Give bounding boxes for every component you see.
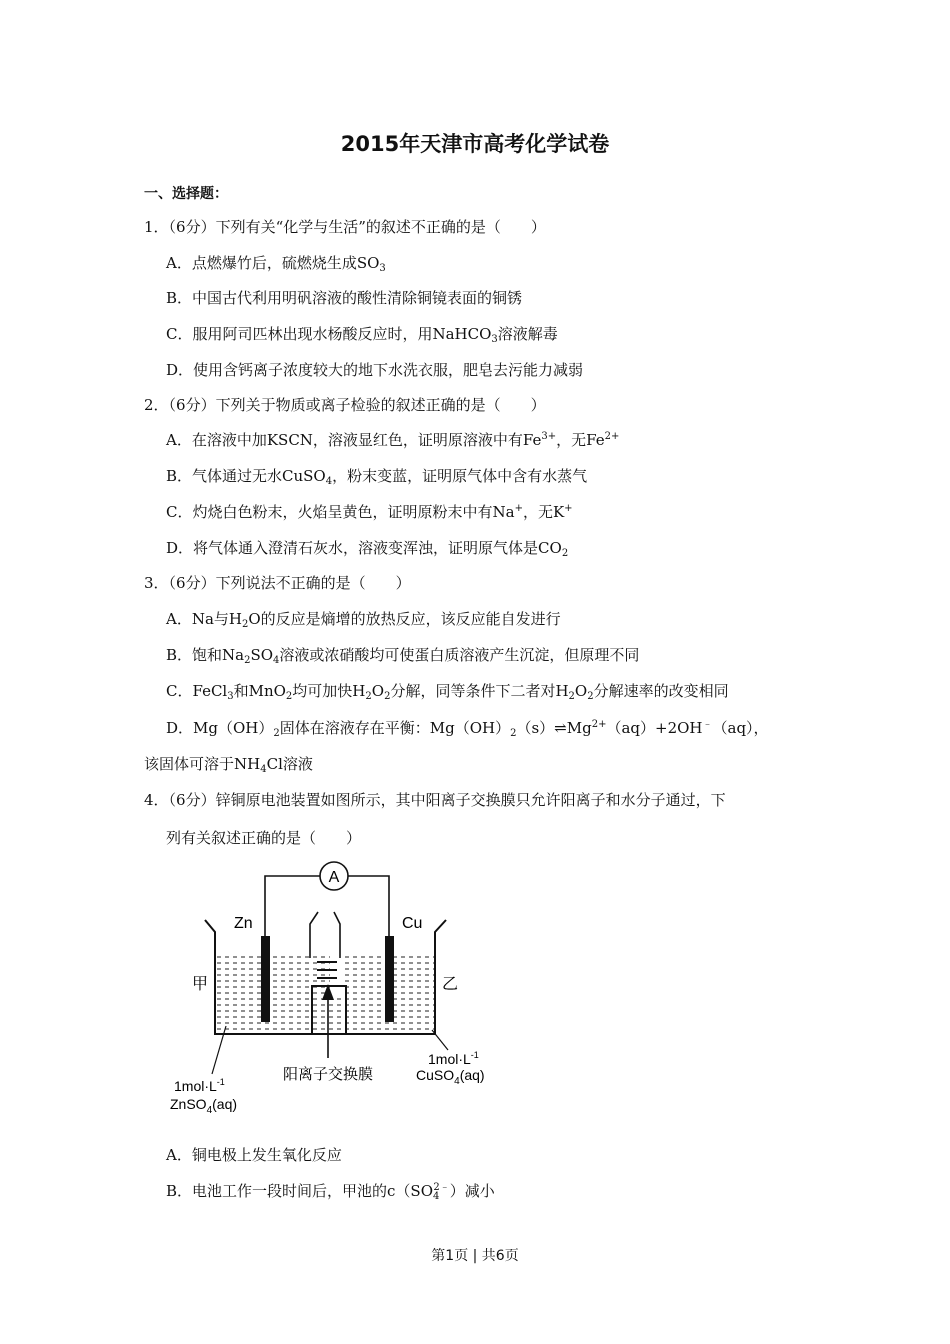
zn-label: Zn bbox=[234, 915, 253, 932]
q2-option-d: D．将气体通入澄清石灰水，溶液变浑浊，证明原气体是$CO_2$ bbox=[166, 539, 569, 559]
ammeter-label: A bbox=[328, 869, 340, 886]
q3-option-a: A．Na与$H_2O$的反应是熵增的放热反应，该反应能自发进行 bbox=[166, 610, 561, 630]
q1-option-c: C．服用阿司匹林出现水杨酸反应时，用NaHCO$_3$溶液解毒 bbox=[166, 325, 558, 345]
q1-option-b: B．中国古代利用明矾溶液的酸性清除铜镜表面的铜锈 bbox=[166, 289, 523, 307]
zinc-electrode bbox=[261, 936, 270, 1022]
q2-option-a: A．在溶液中加KSCN，溶液显红色，证明原溶液中有$Fe^{3+}$，无$Fe^{2+}$ bbox=[166, 431, 620, 449]
cu-label: Cu bbox=[402, 915, 423, 932]
q3-option-c: C．FeCl$_3$和MnO$_2$均可加快$H_2O_2$分解，同等条件下二者对$H_2O_2$分解速率的改变相同 bbox=[166, 682, 729, 702]
left-solution-label: ZnSO$_4$(aq) bbox=[170, 1096, 238, 1116]
copper-electrode bbox=[385, 936, 394, 1022]
q3-option-b: B．饱和$Na_2SO_4$溶液或浓硝酸均可使蛋白质溶液产生沉淀，但原理不同 bbox=[166, 646, 640, 666]
q3-option-d: D．$Mg(OH)_2$固体在溶液存在平衡：$Mg(OH)_2(s)\rightleftharpoons Mg^{2+}(aq)+2OH^﹣(aq)$， bbox=[166, 719, 769, 739]
q1-option-d: D．使用含钙离子浓度较大的地下水洗衣服，肥皂去污能力减弱 bbox=[166, 361, 584, 379]
q4-option-b: B．电池工作一段时间后，甲池的$c(SO_4^{2﹣})$减小 bbox=[166, 1182, 495, 1202]
q4-option-a: A．铜电极上发生氧化反应 bbox=[166, 1146, 342, 1164]
cell-jia-label: 甲 bbox=[192, 976, 209, 993]
membrane-label: 阳离子交换膜 bbox=[282, 1066, 374, 1083]
question-4-stem-continued: 列有关叙述正确的是（ ） bbox=[166, 829, 362, 847]
right-concentration: $1mol\cdot L^{-1}$ bbox=[428, 1050, 479, 1067]
right-solution-label: CuSO$_4$(aq) bbox=[416, 1067, 485, 1087]
q3-option-d-continued: 该固体可溶于$NH_4Cl$溶液 bbox=[144, 755, 313, 775]
q2-option-b: B．气体通过无水CuSO$_4$，粉末变蓝，证明原气体中含有水蒸气 bbox=[166, 467, 588, 487]
page-footer: 第1页 | 共6页 bbox=[431, 1248, 519, 1264]
q2-option-c: C．灼烧白色粉末，火焰呈黄色，证明原粉末中有Na+，无K+ bbox=[166, 503, 573, 521]
question-4-stem: 4．（6分）锌铜原电池装置如图所示，其中阳离子交换膜只允许阳离子和水分子通过，下 bbox=[144, 791, 726, 809]
membrane-holder bbox=[310, 912, 340, 958]
page-title: 2015年天津市高考化学试卷 bbox=[340, 132, 610, 156]
cell-yi-label: 乙 bbox=[442, 976, 459, 993]
question-2-stem: 2．（6分）下列关于物质或离子检验的叙述正确的是（ ） bbox=[144, 396, 546, 414]
left-concentration: $1mol\cdot L^{-1}$ bbox=[174, 1077, 225, 1094]
galvanic-cell-figure bbox=[160, 858, 520, 1120]
question-1-stem: 1．（6分）下列有关“化学与生活”的叙述不正确的是（ ） bbox=[144, 218, 546, 236]
section-heading: 一、选择题： bbox=[144, 186, 228, 202]
bridge-solution bbox=[310, 998, 350, 1032]
q1-option-a: A．点燃爆竹后，硫燃烧生成$SO_3$ bbox=[166, 254, 386, 274]
question-3-stem: 3．（6分）下列说法不正确的是（ ） bbox=[144, 574, 411, 592]
